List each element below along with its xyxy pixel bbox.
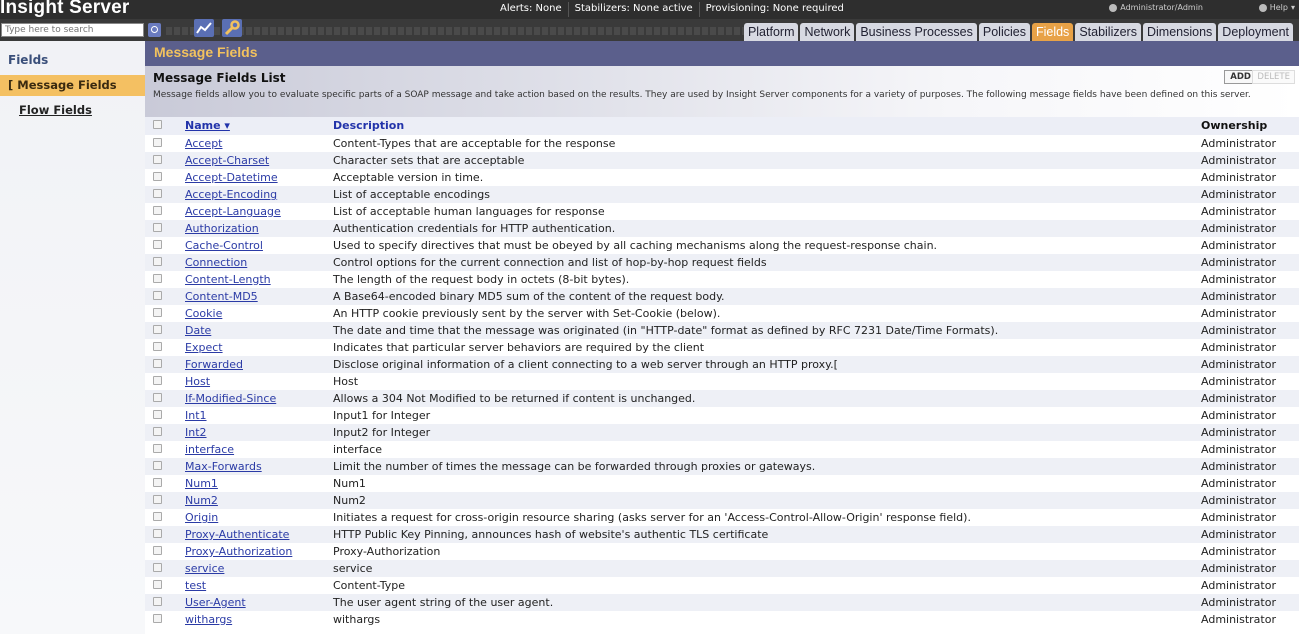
field-ownership: Administrator <box>1201 290 1276 303</box>
row-checkbox[interactable] <box>153 478 162 487</box>
field-name-link[interactable]: Accept-Datetime <box>185 171 278 184</box>
field-ownership: Administrator <box>1201 137 1276 150</box>
user-label: Administrator/Admin <box>1120 3 1203 12</box>
field-name-link[interactable]: test <box>185 579 207 592</box>
field-name-link[interactable]: Cookie <box>185 307 223 320</box>
field-description: HTTP Public Key Pinning, announces hash of website's authentic TLS certificate <box>333 528 769 541</box>
field-ownership: Administrator <box>1201 409 1276 422</box>
field-ownership: Administrator <box>1201 579 1276 592</box>
field-name-link[interactable]: Content-MD5 <box>185 290 258 303</box>
field-description: The date and time that the message was originated (in "HTTP-date" format as defined by RFC 7231 Date/Time Formats). <box>333 324 999 337</box>
tab-policies[interactable]: Policies <box>979 23 1030 41</box>
list-description: Message fields allow you to evaluate specific parts of a SOAP message and take action based on the results. They are used by Insight Server components for a variety of purposes. The following message fields have been defined on this server. <box>153 90 1251 100</box>
table-row <box>145 594 1299 611</box>
row-checkbox[interactable] <box>153 308 162 317</box>
field-name-link[interactable]: Accept-Language <box>185 205 281 218</box>
field-ownership: Administrator <box>1201 562 1276 575</box>
field-name-link[interactable]: Content-Length <box>185 273 271 286</box>
field-name-link[interactable]: Host <box>185 375 211 388</box>
field-description: Proxy-Authorization <box>333 545 441 558</box>
row-checkbox[interactable] <box>153 529 162 538</box>
alerts-status[interactable]: Alerts: None <box>500 3 562 14</box>
tab-platform[interactable]: Platform <box>744 23 799 41</box>
table-body <box>145 135 1299 628</box>
table-row <box>145 373 1299 390</box>
table-row <box>145 203 1299 220</box>
page-header <box>145 41 1299 66</box>
field-ownership: Administrator <box>1201 460 1276 473</box>
field-ownership: Administrator <box>1201 171 1276 184</box>
field-description: Allows a 304 Not Modified to be returned if content is unchanged. <box>333 392 696 405</box>
field-ownership: Administrator <box>1201 443 1276 456</box>
field-description: A Base64-encoded binary MD5 sum of the content of the request body. <box>333 290 725 303</box>
table-row <box>145 186 1299 203</box>
table-row <box>145 169 1299 186</box>
description-column-header[interactable]: Description <box>333 119 405 132</box>
table-row <box>145 322 1299 339</box>
table-row <box>145 543 1299 560</box>
field-ownership: Administrator <box>1201 494 1276 507</box>
field-name-link[interactable]: Date <box>185 324 212 337</box>
row-checkbox[interactable] <box>153 342 162 351</box>
field-name-link[interactable]: Accept-Encoding <box>185 188 278 201</box>
field-ownership: Administrator <box>1201 324 1276 337</box>
table-row <box>145 441 1299 458</box>
chart-icon[interactable] <box>194 19 214 37</box>
nav-divider <box>166 27 751 35</box>
field-name-link[interactable]: Origin <box>185 511 219 524</box>
list-header <box>145 66 1299 120</box>
field-name-link[interactable]: Expect <box>185 341 223 354</box>
field-name-link[interactable]: service <box>185 562 225 575</box>
field-ownership: Administrator <box>1201 613 1276 626</box>
field-description: Character sets that are acceptable <box>333 154 525 167</box>
field-name-link[interactable]: Forwarded <box>185 358 243 371</box>
row-checkbox[interactable] <box>153 427 162 436</box>
sidebar-item-message-fields[interactable]: [ Message Fields <box>0 75 145 96</box>
field-name-link[interactable]: Num1 <box>185 477 218 490</box>
field-description: Host <box>333 375 359 388</box>
table-row <box>145 475 1299 492</box>
sidebar-item-flow-fields[interactable]: Flow Fields <box>19 103 92 117</box>
help-label: Help <box>1269 3 1288 12</box>
table-row <box>145 492 1299 509</box>
row-checkbox[interactable] <box>153 206 162 215</box>
row-checkbox[interactable] <box>153 189 162 198</box>
field-name-link[interactable]: Cache-Control <box>185 239 263 252</box>
table-row <box>145 135 1299 152</box>
table-row <box>145 458 1299 475</box>
field-name-link[interactable]: Num2 <box>185 494 218 507</box>
field-ownership: Administrator <box>1201 392 1276 405</box>
row-checkbox[interactable] <box>153 597 162 606</box>
field-description: List of acceptable human languages for response <box>333 205 605 218</box>
field-name-link[interactable]: User-Agent <box>185 596 246 609</box>
top-bar <box>0 0 1299 19</box>
row-checkbox[interactable] <box>153 614 162 623</box>
field-description: Control options for the current connection and list of hop-by-hop request fields <box>333 256 767 269</box>
field-ownership: Administrator <box>1201 426 1276 439</box>
main-tabs <box>744 23 1293 41</box>
tab-business-processes[interactable]: Business Processes <box>856 23 977 41</box>
search-input[interactable] <box>1 23 144 37</box>
field-name-link[interactable]: Int1 <box>185 409 207 422</box>
field-ownership: Administrator <box>1201 511 1276 524</box>
tab-deployment[interactable]: Deployment <box>1218 23 1293 41</box>
field-name-link[interactable]: If-Modified-Since <box>185 392 277 405</box>
row-checkbox[interactable] <box>153 274 162 283</box>
sidebar <box>0 41 145 634</box>
row-checkbox[interactable] <box>153 563 162 572</box>
row-checkbox[interactable] <box>153 359 162 368</box>
table-header-row <box>145 117 1299 135</box>
field-description: interface <box>333 443 383 456</box>
field-ownership: Administrator <box>1201 375 1276 388</box>
app-logo: Insight Server <box>0 0 130 18</box>
field-description: service <box>333 562 373 575</box>
field-ownership: Administrator <box>1201 205 1276 218</box>
stabilizers-status[interactable]: Stabilizers: None active <box>568 2 699 17</box>
table-row <box>145 509 1299 526</box>
field-name-link[interactable]: Proxy-Authorization <box>185 545 293 558</box>
field-description: Authentication credentials for HTTP authentication. <box>333 222 616 235</box>
table-row <box>145 526 1299 543</box>
page-title: Message Fields <box>154 44 258 60</box>
field-ownership: Administrator <box>1201 154 1276 167</box>
table-row <box>145 356 1299 373</box>
field-name-link[interactable]: interface <box>185 443 235 456</box>
table-row <box>145 390 1299 407</box>
field-description: Num2 <box>333 494 366 507</box>
select-all-checkbox[interactable] <box>153 120 162 129</box>
provisioning-status[interactable]: Provisioning: None required <box>699 2 850 17</box>
field-description: List of acceptable encodings <box>333 188 491 201</box>
user-icon <box>1109 4 1117 12</box>
field-description: Num1 <box>333 477 366 490</box>
field-ownership: Administrator <box>1201 307 1276 320</box>
row-checkbox[interactable] <box>153 461 162 470</box>
row-checkbox[interactable] <box>153 223 162 232</box>
field-description: Content-Types that are acceptable for the response <box>333 137 616 150</box>
chevron-down-icon: ▾ <box>1290 3 1295 12</box>
fields-table <box>145 117 1299 628</box>
field-description: withargs <box>333 613 381 626</box>
row-checkbox[interactable] <box>153 155 162 164</box>
tab-stabilizers[interactable]: Stabilizers <box>1075 23 1141 41</box>
field-description: Input2 for Integer <box>333 426 431 439</box>
field-description: Disclose original information of a client connecting to a web server through an HTTP proxy.[ <box>333 358 838 371</box>
row-checkbox[interactable] <box>153 410 162 419</box>
table-row <box>145 424 1299 441</box>
table-row <box>145 577 1299 594</box>
field-ownership: Administrator <box>1201 596 1276 609</box>
field-ownership: Administrator <box>1201 222 1276 235</box>
row-checkbox[interactable] <box>153 257 162 266</box>
field-ownership: Administrator <box>1201 528 1276 541</box>
name-column-header[interactable]: Name ▾ <box>185 119 230 132</box>
row-checkbox[interactable] <box>153 138 162 147</box>
tab-fields[interactable]: Fields <box>1032 23 1073 41</box>
tab-dimensions[interactable]: Dimensions <box>1143 23 1216 41</box>
field-description: Indicates that particular server behaviors are required by the client <box>333 341 705 354</box>
help-menu[interactable] <box>1259 3 1295 12</box>
field-name-link[interactable]: Accept-Charset <box>185 154 270 167</box>
row-checkbox[interactable] <box>153 376 162 385</box>
field-description: Limit the number of times the message can be forwarded through proxies or gateways. <box>333 460 816 473</box>
field-name-link[interactable]: Authorization <box>185 222 259 235</box>
row-checkbox[interactable] <box>153 172 162 181</box>
delete-button[interactable]: DELETE <box>1252 70 1295 84</box>
field-name-link[interactable]: Connection <box>185 256 248 269</box>
field-description: Initiates a request for cross-origin resource sharing (asks server for an 'Access-Control-Allow-Origin' response field). <box>333 511 971 524</box>
field-name-link[interactable]: Accept <box>185 137 223 150</box>
row-checkbox[interactable] <box>153 512 162 521</box>
ownership-column-header: Ownership <box>1201 119 1268 132</box>
row-checkbox[interactable] <box>153 580 162 589</box>
table-row <box>145 560 1299 577</box>
row-checkbox[interactable] <box>153 291 162 300</box>
field-description: Acceptable version in time. <box>333 171 484 184</box>
row-checkbox[interactable] <box>153 444 162 453</box>
row-checkbox[interactable] <box>153 393 162 402</box>
field-name-link[interactable]: Max-Forwards <box>185 460 262 473</box>
field-description: Used to specify directives that must be obeyed by all caching mechanisms along the request-response chain. <box>333 239 938 252</box>
field-description: Input1 for Integer <box>333 409 431 422</box>
table-row <box>145 220 1299 237</box>
field-ownership: Administrator <box>1201 341 1276 354</box>
row-checkbox[interactable] <box>153 240 162 249</box>
wrench-icon[interactable] <box>222 19 242 37</box>
user-menu[interactable] <box>1109 3 1203 12</box>
table-row <box>145 339 1299 356</box>
row-checkbox[interactable] <box>153 546 162 555</box>
field-description: An HTTP cookie previously sent by the server with Set-Cookie (below). <box>333 307 721 320</box>
field-ownership: Administrator <box>1201 188 1276 201</box>
help-icon <box>1259 4 1267 12</box>
status-strip <box>494 2 850 17</box>
field-ownership: Administrator <box>1201 477 1276 490</box>
table-row <box>145 611 1299 628</box>
table-row <box>145 288 1299 305</box>
field-description: The length of the request body in octets (8-bit bytes). <box>333 273 630 286</box>
field-ownership: Administrator <box>1201 239 1276 252</box>
field-name-link[interactable]: Int2 <box>185 426 207 439</box>
tab-network[interactable]: Network <box>800 23 854 41</box>
sidebar-title: Fields <box>8 53 49 67</box>
table-row <box>145 254 1299 271</box>
table-row <box>145 407 1299 424</box>
field-ownership: Administrator <box>1201 273 1276 286</box>
field-ownership: Administrator <box>1201 545 1276 558</box>
table-row <box>145 271 1299 288</box>
list-title: Message Fields List <box>153 71 286 85</box>
add-button[interactable]: ADD <box>1224 70 1257 84</box>
row-checkbox[interactable] <box>153 325 162 334</box>
table-row <box>145 237 1299 254</box>
field-ownership: Administrator <box>1201 358 1276 371</box>
table-row <box>145 305 1299 322</box>
field-description: The user agent string of the user agent. <box>333 596 554 609</box>
field-name-link[interactable]: withargs <box>185 613 233 626</box>
field-name-link[interactable]: Proxy-Authenticate <box>185 528 290 541</box>
search-icon[interactable] <box>148 23 161 37</box>
field-ownership: Administrator <box>1201 256 1276 269</box>
table-row <box>145 152 1299 169</box>
row-checkbox[interactable] <box>153 495 162 504</box>
field-description: Content-Type <box>333 579 405 592</box>
